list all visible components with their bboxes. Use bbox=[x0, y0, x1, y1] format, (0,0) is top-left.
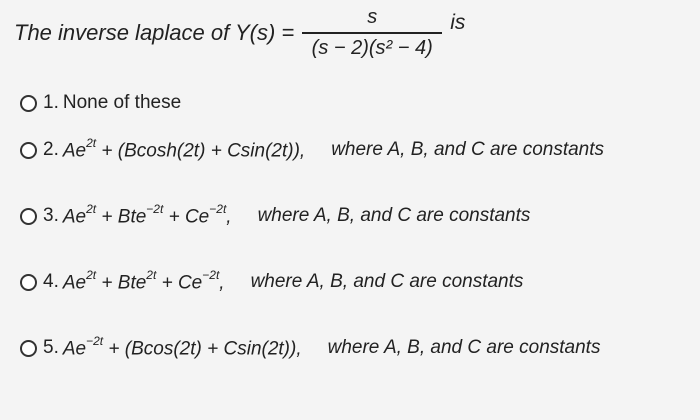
expr-part: , bbox=[226, 206, 232, 228]
option-number: 1. bbox=[43, 92, 59, 113]
radio-button[interactable] bbox=[20, 340, 37, 357]
option-expression bbox=[63, 270, 225, 294]
expr-part: + Bte bbox=[96, 272, 147, 294]
option-5[interactable] bbox=[20, 336, 600, 360]
radio-button[interactable] bbox=[20, 142, 37, 159]
radio-button[interactable] bbox=[20, 95, 37, 112]
option-where: where A, B, and C are constants bbox=[257, 205, 531, 227]
question-suffix: is bbox=[450, 10, 466, 34]
fraction-denominator: (s − 2)(s² − 4) bbox=[311, 36, 433, 59]
exponent: 2t bbox=[146, 268, 157, 282]
option-2[interactable] bbox=[20, 138, 604, 162]
expr-part: , bbox=[219, 272, 225, 294]
option-number: 4. bbox=[43, 271, 59, 293]
option-where: where A, B, and C are constants bbox=[250, 271, 524, 293]
question-text bbox=[14, 6, 465, 60]
option-number: 5. bbox=[43, 337, 59, 359]
expr-part: Ae bbox=[62, 140, 87, 162]
option-expression bbox=[63, 336, 302, 360]
option-where: where A, B, and C are constants bbox=[331, 139, 605, 161]
exponent: −2t bbox=[86, 334, 104, 348]
exponent: −2t bbox=[202, 268, 220, 282]
exponent: −2t bbox=[209, 202, 227, 216]
option-expression bbox=[63, 204, 232, 228]
option-3[interactable] bbox=[20, 204, 530, 228]
radio-button[interactable] bbox=[20, 274, 37, 291]
expr-part: + Ce bbox=[163, 206, 210, 228]
fraction bbox=[302, 6, 442, 60]
exponent: 2t bbox=[86, 136, 97, 150]
expr-part: + Bte bbox=[96, 206, 147, 228]
option-number: 3. bbox=[43, 205, 59, 227]
question-prefix: The inverse laplace of Y(s) = bbox=[14, 19, 295, 45]
option-expression bbox=[63, 138, 305, 162]
expr-part: Ae bbox=[62, 338, 87, 360]
option-1[interactable] bbox=[20, 92, 181, 114]
fraction-numerator: s bbox=[367, 6, 378, 28]
option-text: None of these bbox=[62, 92, 182, 113]
option-where: where A, B, and C are constants bbox=[327, 337, 601, 359]
expr-part: + (Bcosh(2t) + Csin(2t)), bbox=[96, 140, 306, 162]
expr-part: Ae bbox=[62, 206, 87, 228]
option-number: 2. bbox=[43, 139, 59, 161]
expr-part: + Ce bbox=[156, 272, 203, 294]
exponent: −2t bbox=[146, 202, 164, 216]
expr-part: Ae bbox=[62, 272, 87, 294]
exponent: 2t bbox=[86, 202, 97, 216]
radio-button[interactable] bbox=[20, 208, 37, 225]
option-4[interactable] bbox=[20, 270, 523, 294]
expr-part: + (Bcos(2t) + Csin(2t)), bbox=[103, 338, 302, 360]
exponent: 2t bbox=[86, 268, 97, 282]
